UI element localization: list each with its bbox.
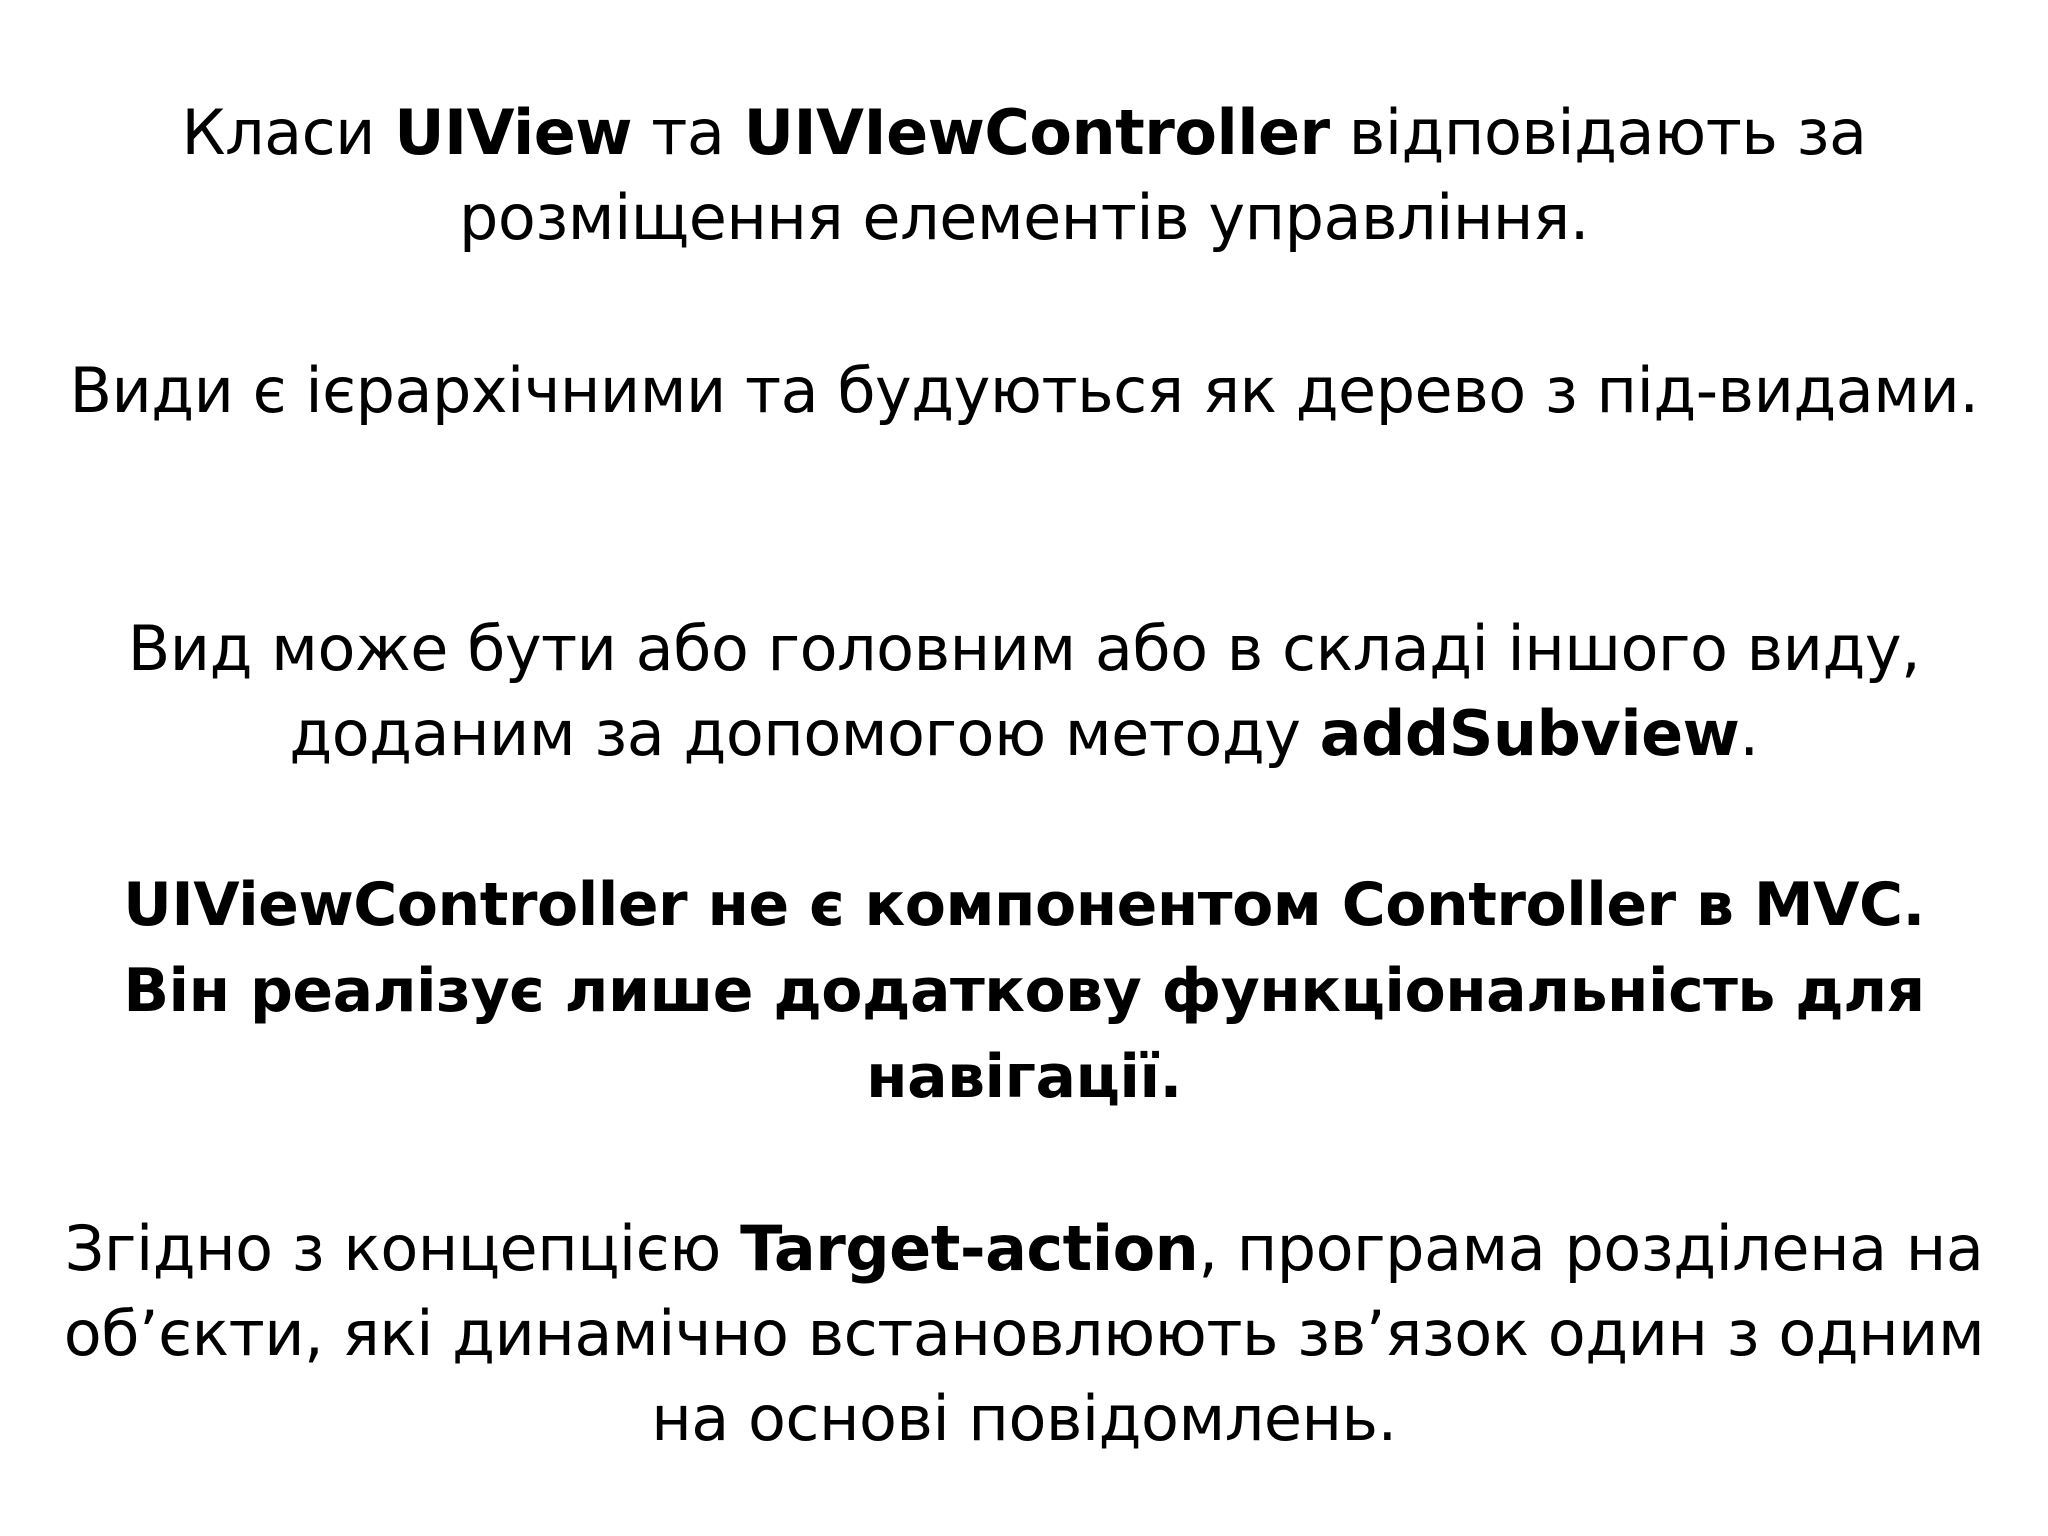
text: Види є ієрархічними та будуються як дерево з під-видами. (69, 354, 1979, 427)
text: , програма розділена на об’єкти, які динамічно встановлюють зв’язок один з одним на основі повідомлень. (63, 1212, 1985, 1455)
paragraph-viewcontroller-mvc (60, 862, 1988, 1120)
keyword-uiviewcontroller: UIViewController (123, 870, 688, 940)
keyword-uiviewcontroller: UIVIewController (743, 96, 1330, 169)
paragraph-add-subview (60, 606, 1988, 776)
text: та (632, 96, 744, 169)
paragraph-view-hierarchy (60, 348, 1988, 433)
text: Згідно з концепцією (64, 1212, 741, 1285)
keyword-target-action: Target-action (740, 1212, 1199, 1285)
text: Класи (181, 96, 395, 169)
keyword-addsubview: addSubview (1319, 697, 1740, 770)
text: не є компонентом Controller в MVC. Він реалізує лише додаткову функціональність для навігації. (123, 870, 1925, 1112)
text: Вид може бути або головним або в складі іншого виду, доданим за допомогою методу (127, 612, 1921, 770)
paragraph-target-action (60, 1206, 1988, 1461)
text: . (1739, 697, 1759, 770)
keyword-uiview: UIView (394, 96, 633, 169)
text: відповідають за розміщення елементів управління. (459, 96, 1867, 254)
paragraph-uiview-classes (60, 90, 1988, 260)
